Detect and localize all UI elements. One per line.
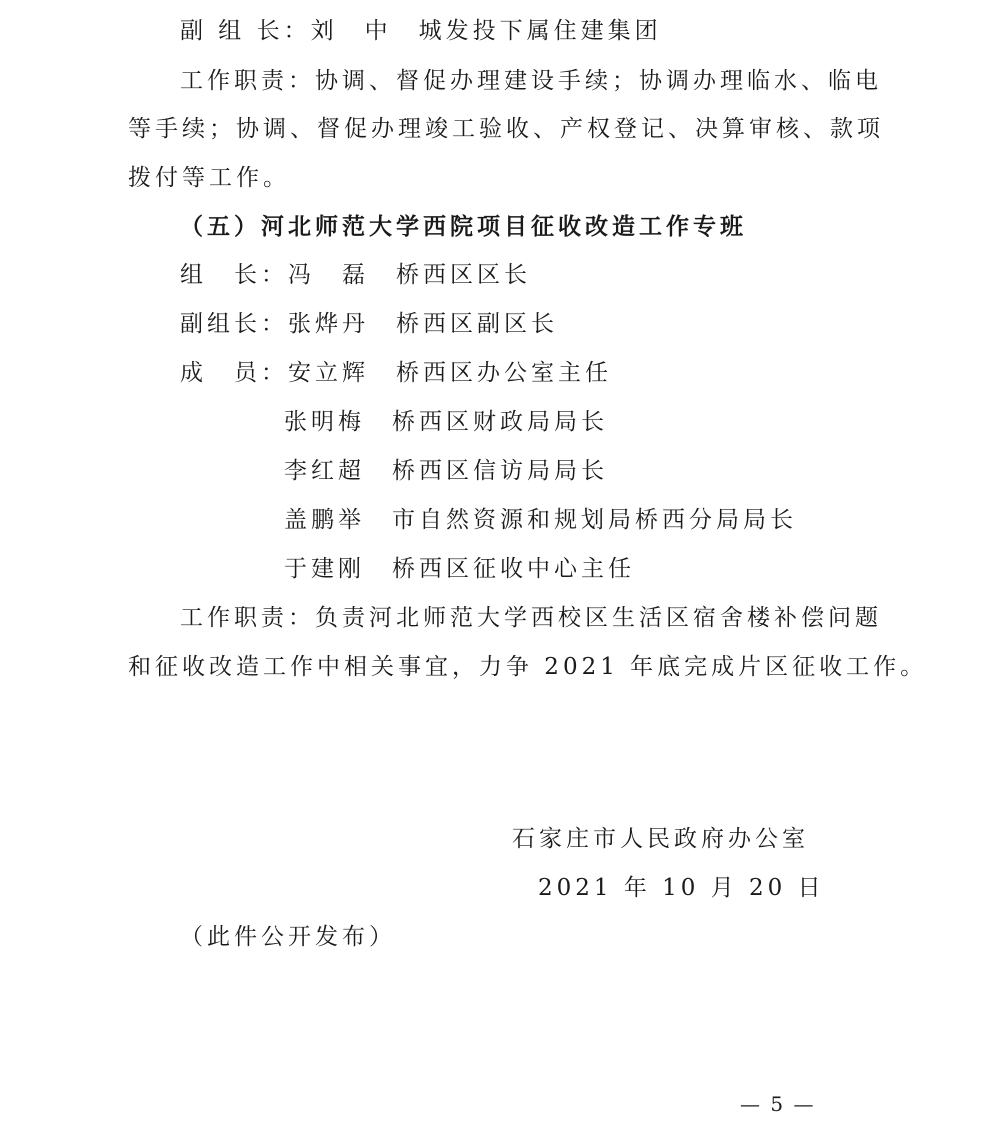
section-heading: （五）河北师范大学西院项目征收改造工作专班	[180, 213, 747, 240]
member-line: 于建刚 桥西区征收中心主任	[284, 556, 635, 582]
member-line: 成 员：安立辉 桥西区办公室主任	[180, 360, 612, 386]
duty-paragraph-line: 工作职责：负责河北师范大学西校区生活区宿舍楼补偿问题	[180, 605, 882, 631]
member-line: 张明梅 桥西区财政局局长	[284, 409, 608, 435]
member-line: 李红超 桥西区信访局局长	[284, 458, 608, 484]
duty-paragraph-line: 拨付等工作。	[128, 165, 290, 191]
group-leader-line: 组 长：冯 磊 桥西区区长	[180, 262, 531, 288]
duty-paragraph-line: 等手续；协调、督促办理竣工验收、产权登记、决算审核、款项	[128, 116, 884, 142]
deputy-group-leader-line: 副组长：张烨丹 桥西区副区长	[180, 311, 558, 337]
member-line: 盖鹏举 市自然资源和规划局桥西分局局长	[284, 507, 797, 533]
duty-paragraph-line: 和征收改造工作中相关事宜，力争 2021 年底完成片区征收工作。	[128, 654, 928, 680]
deputy-leader-line: 副 组 长：刘 中 城发投下属住建集团	[180, 18, 662, 44]
page-number: — 5 —	[740, 1092, 816, 1116]
duty-paragraph-line: 工作职责：协调、督促办理建设手续；协调办理临水、临电	[180, 68, 882, 94]
issuing-office: 石家庄市人民政府办公室	[512, 826, 809, 852]
publication-note: （此件公开发布）	[180, 924, 396, 950]
issue-date: 2021 年 10 月 20 日	[538, 875, 825, 901]
